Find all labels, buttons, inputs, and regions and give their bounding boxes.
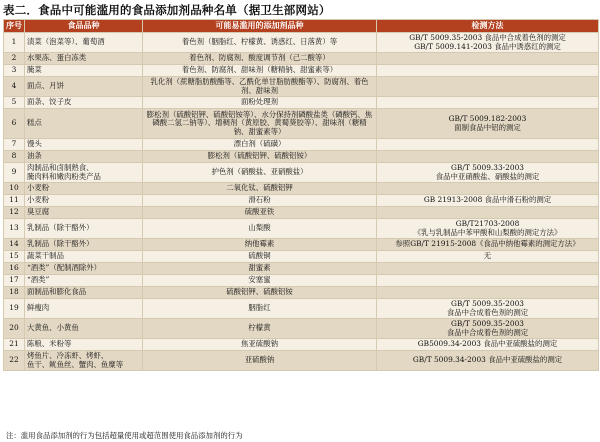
cell-food — [25, 339, 143, 351]
header-no: 序号 — [4, 20, 25, 33]
cell-additive-line: 乳化剂（蔗糖脂肪酸酯等、乙酰化单甘脂肪酸酯等）、防腐剂、着色剂、甜味剂 — [150, 76, 369, 95]
cell-additive — [143, 139, 377, 151]
cell-no: 5 — [4, 97, 25, 109]
cell-food — [25, 109, 143, 139]
cell-no: 6 — [4, 109, 25, 139]
cell-additive — [143, 195, 377, 207]
cell-food-line: 面点、月饼 — [27, 81, 64, 91]
cell-no: 21 — [4, 339, 25, 351]
cell-food-line: 乳制品（除干酪外） — [27, 223, 94, 233]
cell-additive-line: 纳他霉素 — [244, 239, 275, 249]
cell-method — [377, 299, 599, 319]
cell-no: 22 — [4, 351, 25, 371]
cell-food-line: 肉制品和卤制熟食、 — [27, 162, 94, 172]
table-row — [4, 77, 599, 97]
table-row — [4, 97, 599, 109]
cell-additive-line: 柠檬黄 — [248, 323, 271, 333]
cell-additive-line: 漂白剂（硫磺） — [233, 139, 286, 149]
cell-food — [25, 163, 143, 183]
table-row — [4, 251, 599, 263]
cell-method — [377, 163, 599, 183]
cell-additive-line: 着色剂（胭脂红、柠檬黄、诱惑红、日落黄）等 — [181, 37, 338, 47]
cell-food — [25, 239, 143, 251]
table-body — [4, 33, 599, 371]
table-header-row — [4, 20, 599, 33]
cell-food — [25, 351, 143, 371]
cell-food — [25, 53, 143, 65]
cell-no: 7 — [4, 139, 25, 151]
cell-method — [377, 151, 599, 163]
table-row — [4, 239, 599, 251]
cell-method — [377, 275, 599, 287]
cell-additive — [143, 163, 377, 183]
cell-method-line: 食品中合成着色剂的测定 — [446, 307, 529, 317]
cell-no: 15 — [4, 251, 25, 263]
cell-method — [377, 251, 599, 263]
cell-no: 20 — [4, 319, 25, 339]
cell-additive-line: 着色剂、防腐剂、酸度调节剂（己二酸等） — [189, 53, 330, 63]
cell-additive-line: 焦亚硫酸钠 — [241, 339, 278, 349]
cell-additive — [143, 97, 377, 109]
cell-food — [25, 33, 143, 53]
cell-additive — [143, 151, 377, 163]
cell-method-line: 参照GB/T 21915-2008《食品中纳他霉素的测定方法》 — [395, 239, 580, 249]
cell-food-line: 大黄鱼、小黄鱼 — [27, 323, 79, 333]
cell-food-line: 小麦粉 — [27, 183, 50, 193]
cell-food — [25, 97, 143, 109]
table-row — [4, 53, 599, 65]
cell-additive-line: 着色剂、防腐剂、甜味剂（糖精钠、甜蜜素等） — [181, 65, 338, 75]
cell-food — [25, 65, 143, 77]
cell-additive-line: 面粉处理剂 — [241, 97, 278, 107]
table-row — [4, 207, 599, 219]
cell-food — [25, 275, 143, 287]
footnote: 注：滥用食品添加剂的行为包括超量使用或超范围使用食品添加剂的行为 — [6, 431, 243, 440]
cell-method — [377, 183, 599, 195]
cell-food — [25, 263, 143, 275]
header-method: 检测方法 — [377, 20, 599, 33]
cell-food — [25, 287, 143, 299]
table-row — [4, 139, 599, 151]
cell-food — [25, 299, 143, 319]
cell-additive — [143, 65, 377, 77]
cell-additive-line: 硫酸亚铁 — [244, 207, 275, 217]
cell-additive — [143, 263, 377, 275]
cell-food-line: 臭豆腐 — [27, 207, 50, 217]
table-row — [4, 263, 599, 275]
cell-no: 19 — [4, 299, 25, 319]
cell-additive-line: 护色剂（硝酸盐、亚硝酸盐） — [211, 167, 308, 177]
cell-method — [377, 263, 599, 275]
cell-additive — [143, 339, 377, 351]
cell-food — [25, 151, 143, 163]
cell-food-line: 鲜瘦肉 — [27, 303, 50, 313]
table-row — [4, 299, 599, 319]
cell-no: 17 — [4, 275, 25, 287]
cell-food-line: “酒类” — [27, 275, 50, 285]
cell-no: 12 — [4, 207, 25, 219]
cell-method — [377, 65, 599, 77]
cell-food-line: 陈粮、米粉等 — [27, 339, 72, 349]
table-row — [4, 151, 599, 163]
cell-no: 11 — [4, 195, 25, 207]
page-title: 表二．食品中可能滥用的食品添加剂品种名单（据卫生部网站） — [3, 3, 331, 17]
cell-no: 3 — [4, 65, 25, 77]
cell-no: 2 — [4, 53, 25, 65]
table-row — [4, 65, 599, 77]
cell-additive — [143, 207, 377, 219]
table-row — [4, 339, 599, 351]
cell-no: 10 — [4, 183, 25, 195]
cell-additive — [143, 219, 377, 239]
cell-method-line: GB/T 5009.182-2003 — [448, 113, 527, 123]
cell-additive — [143, 109, 377, 139]
cell-food-line: 烤鱼片、冷冻虾、烤虾、 — [27, 350, 109, 360]
cell-food — [25, 219, 143, 239]
cell-food-line: 小麦粉 — [27, 195, 50, 205]
cell-food-line: 鱼干、鱿鱼丝、蟹肉、鱼糜等 — [27, 359, 124, 369]
cell-food — [25, 139, 143, 151]
cell-food-line: 渍菜（泡菜等）、葡萄酒 — [27, 37, 105, 47]
cell-food-line: 水果冻、蛋白冻类 — [27, 53, 87, 63]
cell-additive — [143, 53, 377, 65]
cell-food — [25, 207, 143, 219]
table-row — [4, 163, 599, 183]
header-additive: 可能易滥用的添加剂品种 — [143, 20, 377, 33]
cell-method — [377, 53, 599, 65]
cell-food-line: 油条 — [27, 151, 42, 161]
cell-no: 16 — [4, 263, 25, 275]
cell-no: 1 — [4, 33, 25, 53]
cell-method-line: 食品中亚硝酸盐、硝酸盐的测定 — [435, 171, 540, 181]
cell-method — [377, 319, 599, 339]
cell-food — [25, 319, 143, 339]
cell-additive-line: 胭脂红 — [248, 303, 271, 313]
cell-additive — [143, 275, 377, 287]
cell-method — [377, 139, 599, 151]
cell-food-line: 面制品和膨化食品 — [27, 287, 87, 297]
table-row — [4, 219, 599, 239]
table-row — [4, 195, 599, 207]
cell-method-line: GB5009.34-2003 食品中亚硫酸盐的测定 — [417, 339, 558, 349]
cell-method-line: GB/T 5009.141-2003 食品中诱惑红的测定 — [414, 41, 561, 51]
cell-method — [377, 195, 599, 207]
cell-food — [25, 195, 143, 207]
cell-food-line: 面条、饺子皮 — [27, 97, 72, 107]
cell-additive — [143, 239, 377, 251]
cell-method — [377, 33, 599, 53]
cell-food-line: 糕点 — [27, 118, 42, 128]
cell-no: 14 — [4, 239, 25, 251]
table-row — [4, 275, 599, 287]
cell-food-line: 乳制品（除干酪外） — [27, 239, 94, 249]
cell-method-line: 无 — [483, 251, 492, 261]
cell-no: 4 — [4, 77, 25, 97]
cell-additive — [143, 287, 377, 299]
cell-additive-line: 安塞蜜 — [248, 275, 271, 285]
cell-method — [377, 97, 599, 109]
cell-food-line: 腌菜 — [27, 65, 42, 75]
cell-additive — [143, 77, 377, 97]
cell-method — [377, 239, 599, 251]
cell-method-line: GB/T 5009.35-2003 — [451, 298, 524, 308]
cell-method — [377, 109, 599, 139]
cell-additive-line: 亚硫酸钠 — [244, 355, 275, 365]
cell-food — [25, 251, 143, 263]
cell-additive-line: 膨松剂（硫酸铝钾、硫酸铝铵） — [207, 151, 312, 161]
cell-food-line: 腌肉料和嫩肉粉类产品 — [27, 171, 101, 181]
cell-method-line: GB/T 5009.34-2003 食品中亚硫酸盐的测定 — [412, 355, 563, 365]
cell-additive-line: 硫酸铝钾、硫酸铝铵 — [226, 287, 293, 297]
cell-food-line: 蔬菜干制品 — [27, 251, 64, 261]
table-row — [4, 287, 599, 299]
cell-additive — [143, 33, 377, 53]
cell-method — [377, 219, 599, 239]
cell-additive-line: 膨松剂（硫酸铝钾、硫酸铝铵等）、水分保持剂磷酸盐类（磷酸钙、焦磷酸二氢二钠等）、增稠剂（黄原胶、黄蜀葵胶等）、甜味剂（糖精钠、甜蜜素等） — [146, 109, 373, 136]
table-row — [4, 109, 599, 139]
cell-no: 13 — [4, 219, 25, 239]
cell-additive — [143, 319, 377, 339]
cell-method-line: 《乳与乳制品中苯甲酸和山梨酸的测定方法》 — [413, 227, 562, 237]
cell-no: 8 — [4, 151, 25, 163]
cell-no: 18 — [4, 287, 25, 299]
cell-food — [25, 183, 143, 195]
cell-method-line: 面制食品中铝的测定 — [454, 122, 521, 132]
cell-additive — [143, 299, 377, 319]
cell-additive — [143, 183, 377, 195]
table-row — [4, 351, 599, 371]
cell-additive-line: 二氧化钛、硫酸铝钾 — [226, 183, 293, 193]
header-food: 食品品种 — [25, 20, 143, 33]
cell-method-line: 食品中合成着色剂的测定 — [446, 327, 529, 337]
cell-food-line: 馒头 — [27, 139, 42, 149]
cell-additive-line: 甜蜜素 — [248, 263, 271, 273]
cell-no: 9 — [4, 163, 25, 183]
additive-table — [3, 19, 599, 371]
cell-method — [377, 339, 599, 351]
cell-food-line: “酒类”（配制酒除外） — [27, 263, 102, 273]
cell-method-line: GB/T21703-2008 — [455, 218, 520, 228]
cell-method-line: GB/T 5009.33-2003 — [451, 162, 524, 172]
table-row — [4, 319, 599, 339]
cell-method — [377, 77, 599, 97]
table-row — [4, 33, 599, 53]
table-row — [4, 183, 599, 195]
cell-food — [25, 77, 143, 97]
cell-method — [377, 287, 599, 299]
cell-method-line: GB/T 5009.35-2003 食品中合成着色剂的测定 — [409, 32, 566, 42]
cell-method-line: GB 21913-2008 食品中滑石粉的测定 — [423, 195, 552, 205]
cell-method-line: GB/T 5009.35-2003 — [451, 318, 524, 328]
cell-additive — [143, 251, 377, 263]
cell-additive-line: 山梨酸 — [248, 223, 271, 233]
cell-additive-line: 滑石粉 — [248, 195, 271, 205]
cell-additive — [143, 351, 377, 371]
cell-additive-line: 硫酸铜 — [248, 251, 271, 261]
cell-method — [377, 351, 599, 371]
cell-method — [377, 207, 599, 219]
